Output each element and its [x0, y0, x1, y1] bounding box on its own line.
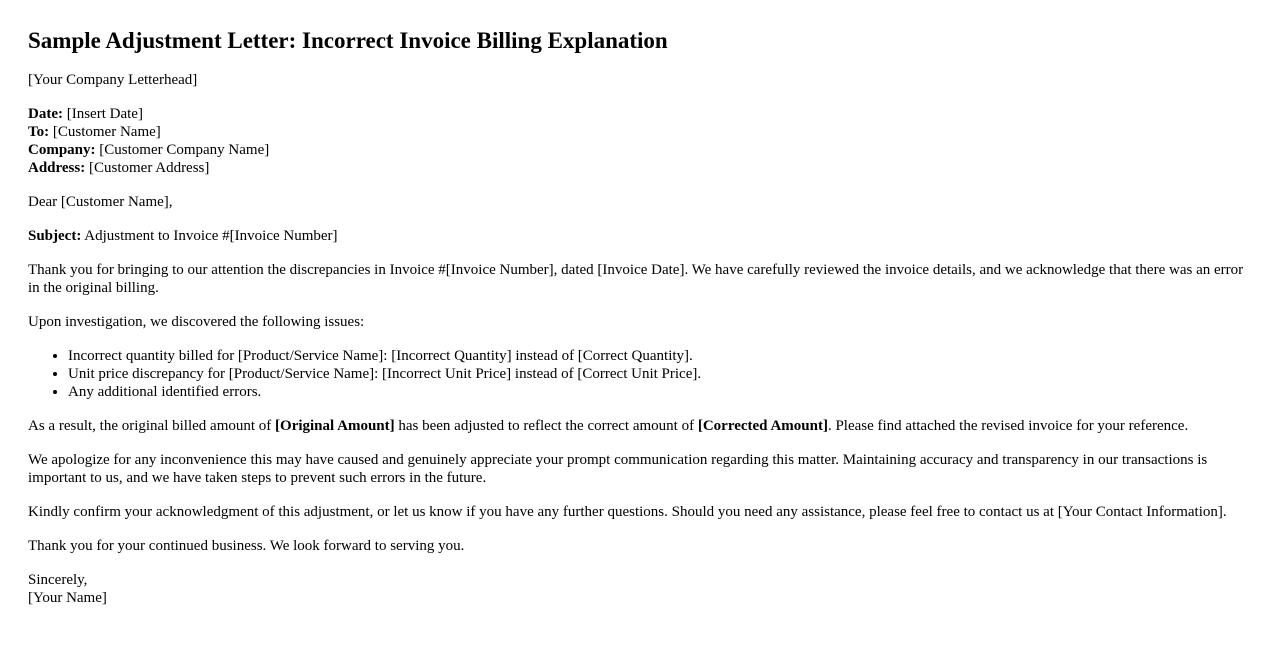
date-value: [Insert Date] [66, 106, 143, 122]
intro-paragraph: Thank you for bringing to our attention the discrepancies in Invoice #[Invoice Number], dated [Invoice Date]. We have carefully reviewed the invoice details, and we acknowledge that there was an error in the original billing. [28, 262, 1244, 296]
closing: Sincerely, [28, 572, 88, 588]
corrected-amount: [Corrected Amount] [697, 418, 828, 434]
list-item: • Incorrect quantity billed for [Product/Service Name]: [Incorrect Quantity] instead of [Correct Quantity]. [68, 347, 1250, 365]
address-label: Address: [28, 160, 86, 176]
date-label: Date: [28, 106, 63, 122]
result-text-1: As a result, the original billed amount of [28, 418, 276, 434]
to-value: [Customer Name] [52, 124, 161, 140]
address-value: [Customer Address] [88, 160, 210, 176]
page-title: Sample Adjustment Letter: Incorrect Invoice Billing Explanation [28, 28, 668, 53]
result-text-3: . Please find attached the revised invoice for your reference. [827, 418, 1189, 434]
result-text-2: has been adjusted to reflect the correct amount of [394, 418, 698, 434]
subject-line [28, 227, 1250, 245]
recipient-block [28, 105, 1250, 177]
issues-intro: Upon investigation, we discovered the following issues: [28, 314, 365, 330]
list-item: • Any additional identified errors. [68, 383, 1250, 401]
apology-paragraph: We apologize for any inconvenience this may have caused and genuinely appreciate your prompt communication regarding this matter. Maintaining accuracy and transparency in our transactions is important to us, and we have taken steps to prevent such errors in the future. [28, 452, 1208, 486]
letterhead: [Your Company Letterhead] [28, 72, 198, 88]
list-item: • Unit price discrepancy for [Product/Service Name]: [Incorrect Unit Price] instead of [Correct Unit Price]. [68, 365, 1250, 383]
result-paragraph [28, 417, 1250, 435]
thanks-paragraph: Thank you for your continued business. We look forward to serving you. [28, 538, 465, 554]
signature-block [28, 571, 1250, 607]
company-value: [Customer Company Name] [99, 142, 270, 158]
signature-name: [Your Name] [28, 590, 107, 606]
subject-value: Adjustment to Invoice #[Invoice Number] [84, 228, 338, 244]
salutation: Dear [Customer Name], [28, 194, 173, 210]
original-amount: [Original Amount] [275, 418, 395, 434]
issues-list [28, 347, 1250, 401]
company-label: Company: [28, 142, 96, 158]
subject-label: Subject: [28, 228, 82, 244]
confirm-paragraph: Kindly confirm your acknowledgment of this adjustment, or let us know if you have any further questions. Should you need any assistance, please feel free to contact us at [Your Contact Information]. [28, 504, 1227, 520]
to-label: To: [28, 124, 50, 140]
